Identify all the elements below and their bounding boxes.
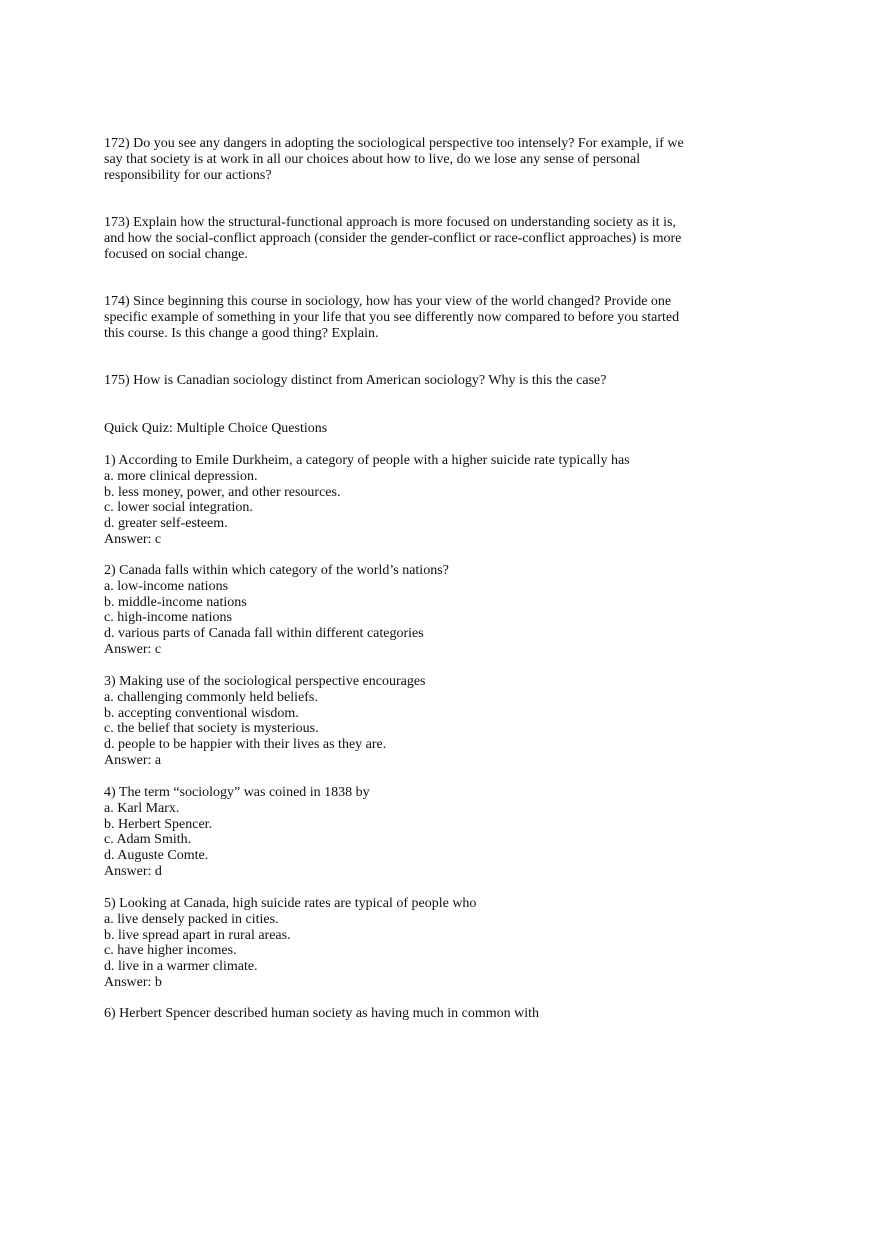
mc-question-5 (104, 896, 714, 991)
essay-question-175 (104, 373, 714, 389)
essay-line: 174) Since beginning this course in sociology, how has your view of the world changed? Provide one (104, 294, 672, 309)
essay-line: and how the social-conflict approach (consider the gender-conflict or race-conflict approaches) is more (104, 230, 682, 246)
essay-line: 175) How is Canadian sociology distinct from American sociology? Why is this the case? (104, 373, 607, 388)
option: d. live in a warmer climate. (104, 959, 258, 975)
mc-question-1 (104, 453, 714, 548)
option: b. less money, power, and other resources. (104, 484, 341, 500)
essay-question-174 (104, 294, 714, 341)
question-text: 6) Herbert Spencer described human society as having much in common with (104, 1006, 540, 1021)
essay-line: focused on social change. (104, 246, 248, 262)
option: a. Karl Marx. (104, 800, 180, 816)
answer: Answer: c (104, 531, 162, 547)
question-text: 1) According to Emile Durkheim, a category of people with a higher suicide rate typically has (104, 453, 630, 468)
answer: Answer: a (104, 752, 162, 768)
option: c. have higher incomes. (104, 943, 237, 959)
option: d. greater self-esteem. (104, 516, 228, 532)
mc-question-4 (104, 785, 714, 880)
essay-line: specific example of something in your life that you see differently now compared to before you started (104, 309, 680, 325)
option: c. Adam Smith. (104, 832, 192, 848)
quiz-heading-text: Quick Quiz: Multiple Choice Questions (104, 421, 328, 436)
mc-question-2 (104, 563, 714, 658)
essay-line: this course. Is this change a good thing? Explain. (104, 325, 379, 341)
option: a. challenging commonly held beliefs. (104, 689, 318, 705)
option: c. high-income nations (104, 610, 232, 626)
option: b. live spread apart in rural areas. (104, 927, 291, 943)
essay-line: responsibility for our actions? (104, 167, 272, 183)
answer: Answer: c (104, 641, 162, 657)
mc-question-3 (104, 674, 714, 769)
option: b. Herbert Spencer. (104, 816, 213, 832)
question-text: 2) Canada falls within which category of the world’s nations? (104, 563, 449, 578)
option: b. middle-income nations (104, 594, 247, 610)
essay-question-172 (104, 136, 714, 183)
option: b. accepting conventional wisdom. (104, 705, 299, 721)
essay-line: 172) Do you see any dangers in adopting the sociological perspective too intensely? For example, if we (104, 136, 684, 151)
essay-line: say that society is at work in all our choices about how to live, do we lose any sense of personal (104, 151, 641, 167)
option: d. people to be happier with their lives as they are. (104, 737, 387, 753)
option: d. Auguste Comte. (104, 848, 209, 864)
essay-line: 173) Explain how the structural-functional approach is more focused on understanding society as it is, (104, 215, 676, 230)
option: d. various parts of Canada fall within different categories (104, 626, 424, 642)
answer: Answer: d (104, 863, 162, 879)
option: a. more clinical depression. (104, 468, 258, 484)
option: c. lower social integration. (104, 500, 253, 516)
quiz-heading (104, 421, 714, 437)
answer: Answer: b (104, 974, 162, 990)
question-text: 5) Looking at Canada, high suicide rates are typical of people who (104, 896, 477, 911)
question-text: 3) Making use of the sociological perspective encourages (104, 674, 426, 689)
essay-question-173 (104, 215, 714, 262)
option: a. live densely packed in cities. (104, 911, 279, 927)
mc-question-6 (104, 1006, 714, 1022)
option: a. low-income nations (104, 578, 229, 594)
question-text: 4) The term “sociology” was coined in 1838 by (104, 785, 370, 800)
option: c. the belief that society is mysterious. (104, 721, 319, 737)
